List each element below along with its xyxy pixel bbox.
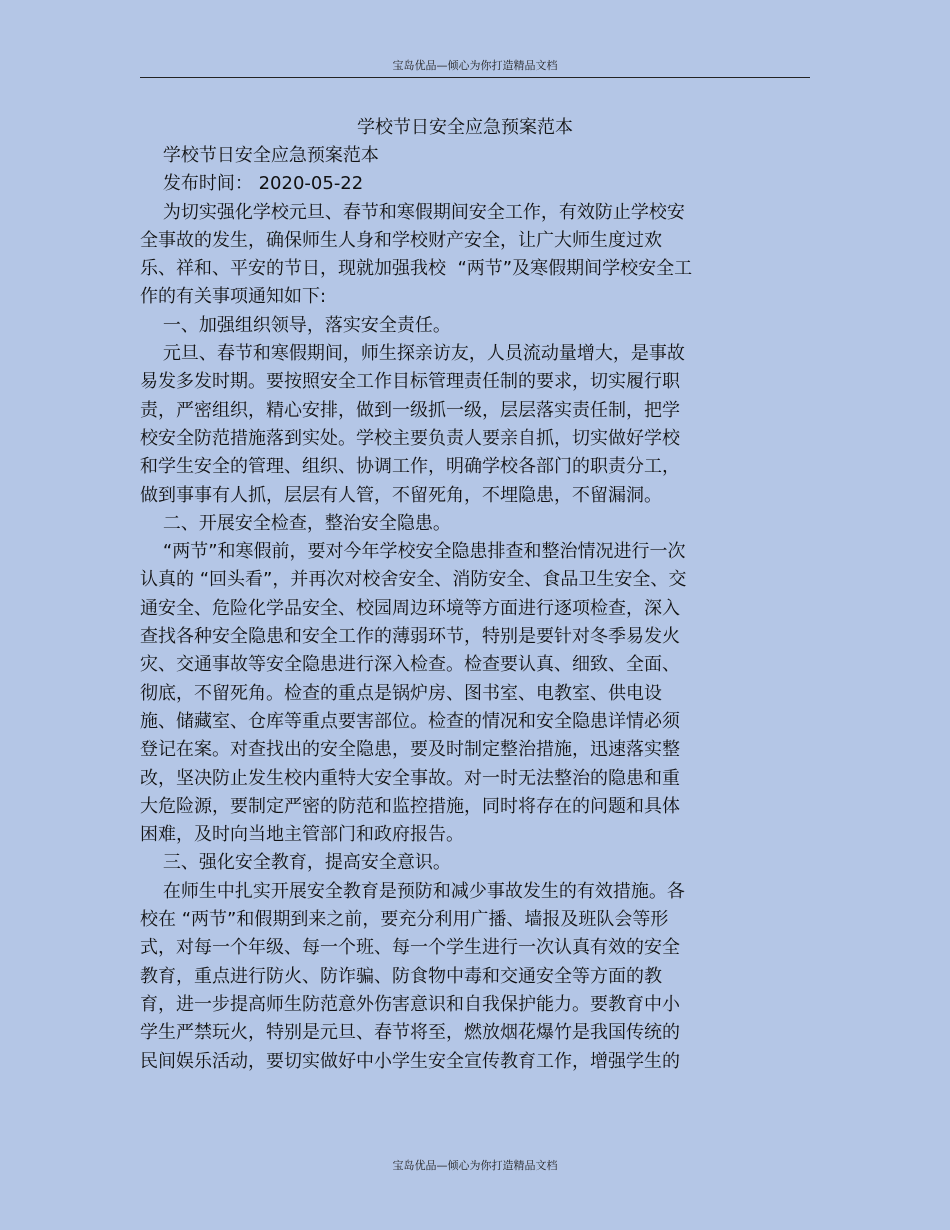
page-footer: 宝岛优品—倾心为你打造精品文档 [392,1159,558,1172]
text-line: “两节”和寒假前，要对今年学校安全隐患排查和整治情况进行一次 [140,541,686,563]
text-line: 学生严禁玩火，特别是元旦、春节将至，燃放烟花爆竹是我国传统的 [140,1022,680,1044]
text-line: 二、开展安全检查，整治安全隐患。 [140,512,451,534]
document-body [140,114,780,1076]
text-line: 做到事事有人抓，层层有人管，不留死角，不埋隐患，不留漏洞。 [140,484,662,506]
text-line: 三、强化安全教育，提高安全意识。 [140,852,451,874]
text-line: 校安全防范措施落到实处。学校主要负责人要亲自抓，切实做好学校 [140,427,680,449]
text-line: 大危险源，要制定严密的防范和监控措施，同时将存在的问题和具体 [140,795,680,817]
text-line: 困难，及时向当地主管部门和政府报告。 [140,824,464,846]
text-line: 改，坚决防止发生校内重特大安全事故。对一时无法整治的隐患和重 [140,767,680,789]
text-line: 通安全、危险化学品安全、校园周边环境等方面进行逐项检查，深入 [140,597,680,619]
text-line: 一、加强组织领导，落实安全责任。 [140,314,451,336]
text-line: 责，严密组织，精心安排，做到一级抓一级，层层落实责任制，把学 [140,399,680,421]
text-line: 民间娱乐活动，要切实做好中小学生安全宣传教育工作，增强学生的 [140,1050,680,1072]
text-line: 元旦、春节和寒假期间，师生探亲访友，人员流动量增大，是事故 [140,343,685,365]
text-line: 彻底，不留死角。检查的重点是锅炉房、图书室、电教室、供电设 [140,682,662,704]
text-line: 教育，重点进行防火、防诈骗、防食物中毒和交通安全等方面的教 [140,965,662,987]
document-title: 学校节日安全应急预案范本 [357,117,573,138]
text-line: 施、储藏室、仓库等重点要害部位。检查的情况和安全隐患详情必须 [140,710,680,732]
text-line: 乐、祥和、平安的节日，现就加强我校 “两节”及寒假期间学校安全工 [140,258,693,280]
text-line: 学校节日安全应急预案范本 [140,145,379,166]
text-line: 发布时间： 2020-05-22 [140,173,364,195]
text-line: 登记在案。对查找出的安全隐患，要及时制定整治措施，迅速落实整 [140,739,680,761]
text-line: 式，对每一个年级、每一个班、每一个学生进行一次认真有效的安全 [140,937,680,959]
text-line: 作的有关事项通知如下: [140,286,327,308]
page-header: 宝岛优品—倾心为你打造精品文档 [392,59,558,72]
text-line: 在师生中扎实开展安全教育是预防和减少事故发生的有效措施。各 [140,880,685,902]
text-line: 易发多发时期。要按照安全工作目标管理责任制的要求，切实履行职 [140,371,680,393]
text-line: 认真的 “回头看”，并再次对校舍安全、消防安全、食品卫生安全、交 [140,569,687,591]
header-divider [140,77,810,78]
text-line: 为切实强化学校元旦、春节和寒假期间安全工作，有效防止学校安 [140,201,685,223]
text-line: 查找各种安全隐患和安全工作的薄弱环节，特别是要针对冬季易发火 [140,626,680,648]
text-line: 灾、交通事故等安全隐患进行深入检查。检查要认真、细致、全面、 [140,654,680,676]
text-line: 全事故的发生，确保师生人身和学校财产安全，让广大师生度过欢 [140,229,662,251]
text-line: 和学生安全的管理、组织、协调工作，明确学校各部门的职责分工， [140,456,680,478]
text-line: 校在 “两节”和假期到来之前，要充分利用广播、墙报及班队会等形 [140,909,669,931]
document-text [140,142,780,1076]
text-line: 育，进一步提高师生防范意外伤害意识和自我保护能力。要教育中小 [140,993,680,1015]
